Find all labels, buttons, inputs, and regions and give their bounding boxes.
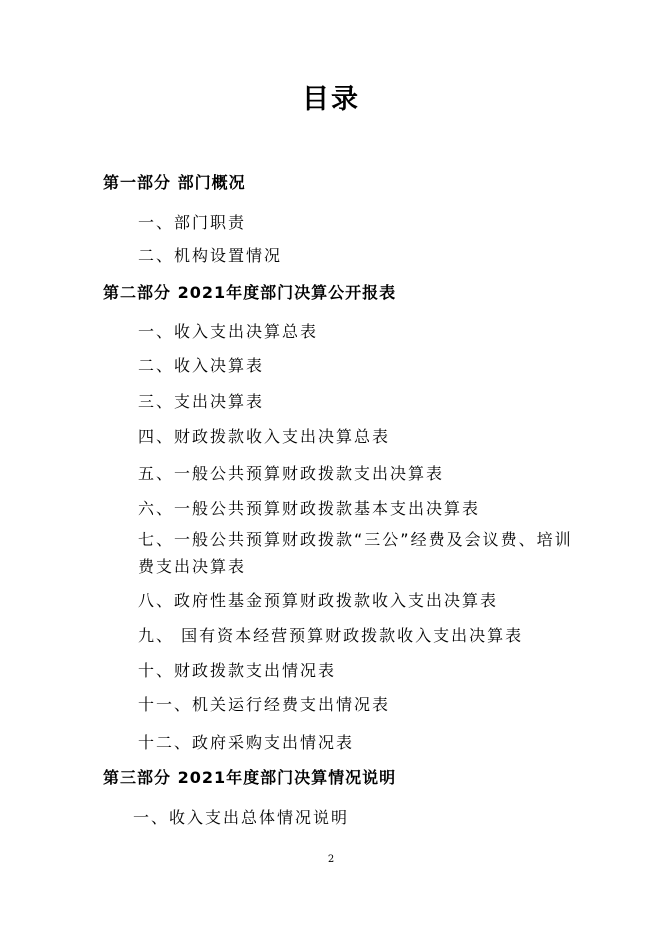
toc-item-income-expenditure-summary: 一、收入支出决算总表 [138, 322, 319, 341]
toc-item-fiscal-appropriation-summary: 四、财政拨款收入支出决算总表 [138, 427, 391, 446]
page-number: 2 [327, 854, 335, 865]
toc-item-general-budget-expenditure: 五、一般公共预算财政拨款支出决算表 [138, 464, 445, 483]
toc-item-three-public-expenses: 七、一般公共预算财政拨款“三公”经费及会议费、培训费支出决算表 [138, 530, 573, 576]
toc-item-overall-description: 一、收入支出总体情况说明 [133, 808, 350, 827]
page-title: 目录 [302, 84, 360, 115]
toc-item-general-budget-basic-expenditure: 六、一般公共预算财政拨款基本支出决算表 [138, 499, 481, 518]
toc-part-1-heading: 第一部分 部门概况 [103, 173, 246, 192]
toc-item-government-procurement: 十二、政府采购支出情况表 [138, 733, 355, 752]
toc-item-income-table: 二、收入决算表 [138, 356, 265, 375]
toc-part-2-heading: 第二部分 2021年度部门决算公开报表 [103, 283, 397, 302]
toc-item-expenditure-table: 三、支出决算表 [138, 392, 265, 411]
toc-item-dept-duties: 一、部门职责 [138, 213, 247, 232]
toc-item-office-operation-expenses: 十一、机关运行经费支出情况表 [138, 695, 391, 714]
toc-item-fiscal-expenditure-status: 十、财政拨款支出情况表 [138, 661, 337, 680]
toc-item-state-capital-budget: 九、 国有资本经营预算财政拨款收入支出决算表 [138, 626, 524, 645]
toc-item-government-fund-budget: 八、政府性基金预算财政拨款收入支出决算表 [138, 591, 499, 610]
toc-part-3-heading: 第三部分 2021年度部门决算情况说明 [103, 768, 397, 787]
toc-item-org-setup: 二、机构设置情况 [138, 246, 283, 265]
